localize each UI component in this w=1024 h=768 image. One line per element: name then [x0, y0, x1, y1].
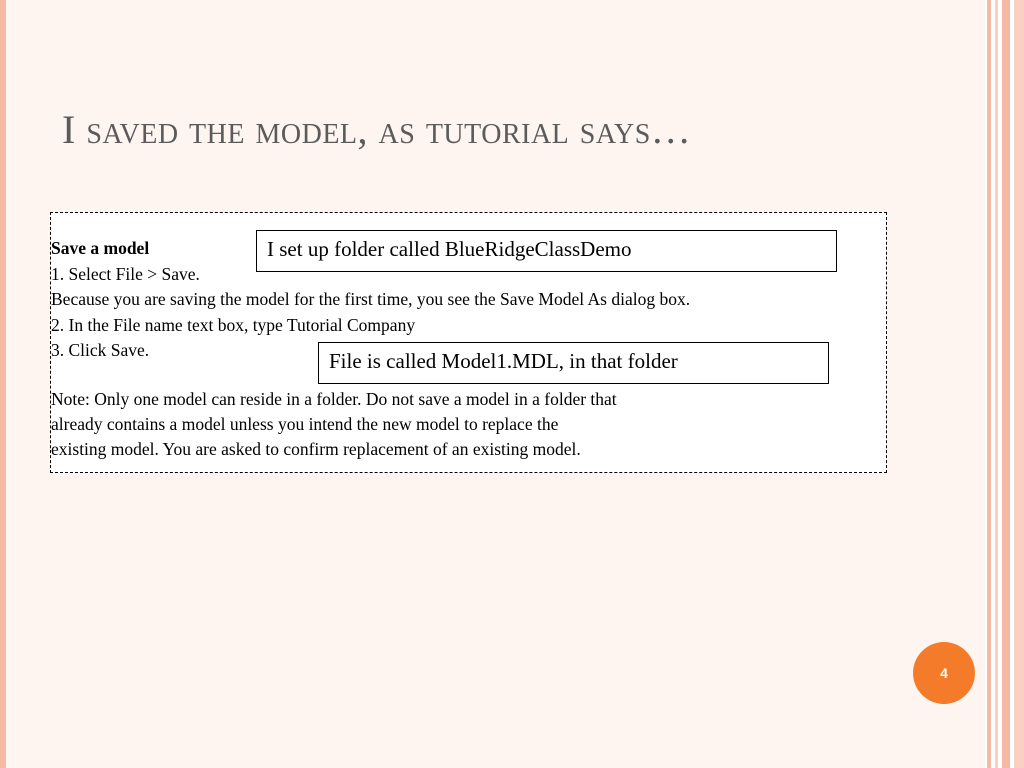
- tutorial-step-3: 3. Click Save.: [51, 340, 150, 360]
- right-decorative-stripes: [984, 0, 1024, 768]
- slide-title: I saved the model, as tutorial says…: [62, 107, 692, 152]
- tutorial-heading: Save a model: [51, 238, 150, 258]
- stripe: [1014, 0, 1024, 768]
- tutorial-step-1: 1. Select File > Save.: [51, 263, 200, 284]
- stripe: [987, 0, 991, 768]
- note-line: existing model. You are asked to confirm replacement of an existing model.: [51, 439, 581, 459]
- file-callout: File is called Model1.MDL, in that folder: [318, 342, 829, 384]
- slide-number-badge: 4: [913, 642, 975, 704]
- stripe: [1002, 0, 1010, 768]
- note-line: Note: Only one model can reside in a folder. Do not save a model in a folder that: [51, 389, 617, 409]
- folder-callout: I set up folder called BlueRidgeClassDemo: [256, 230, 837, 272]
- tutorial-note: [51, 387, 871, 462]
- stripe: [995, 0, 998, 768]
- tutorial-explanation: Because you are saving the model for the first time, you see the Save Model As dialog box.: [51, 289, 691, 309]
- left-accent-rule: [0, 0, 6, 768]
- note-line: already contains a model unless you intend the new model to replace the: [51, 414, 559, 434]
- tutorial-step-2: 2. In the File name text box, type Tutorial Company: [51, 314, 416, 335]
